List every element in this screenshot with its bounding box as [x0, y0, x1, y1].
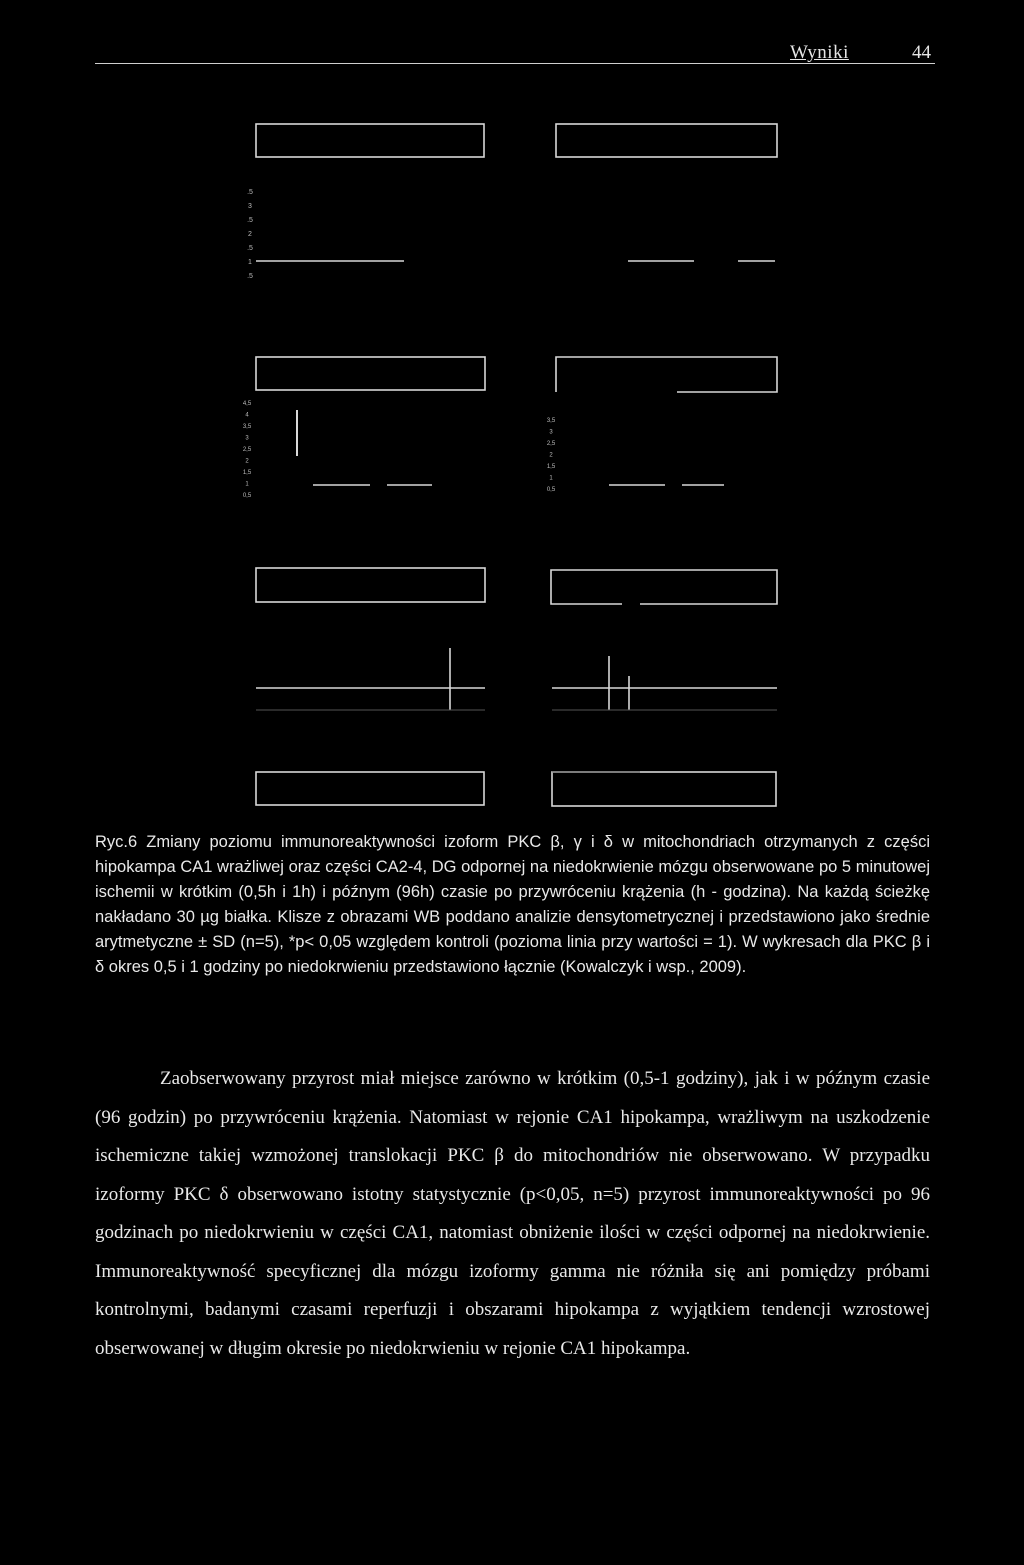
panel-b-right-tick-label: 3,5 — [546, 418, 556, 424]
panel-b-left-tick-label: 2,5 — [242, 447, 252, 453]
page-number: 44 — [912, 42, 931, 63]
blot-box-c-left — [256, 568, 485, 602]
tick-labels-panel-b-right — [547, 418, 556, 493]
panel-b-left-tick-label: 1 — [245, 481, 249, 488]
tick-labels-panel-a — [247, 189, 253, 280]
panel-a-tick-label: .5 — [247, 217, 253, 224]
panel-b-left-tick-label: 3,5 — [242, 424, 252, 430]
blot-box-c-right — [551, 570, 777, 604]
panel-b-left-tick-label: 0,5 — [242, 493, 252, 499]
tick-labels-panel-b-left — [243, 401, 252, 499]
panel-b-left-tick-label: 4 — [245, 412, 249, 419]
panel-b-left-tick-label: 4,5 — [242, 401, 252, 407]
panel-b-left-tick-label: 3 — [245, 435, 249, 442]
panel-a-tick-label: .5 — [247, 189, 253, 196]
blot-box-b-left — [256, 357, 485, 390]
blot-box-b-right — [556, 357, 777, 392]
blot-box-a-left — [256, 124, 484, 157]
body-text — [95, 1060, 930, 1368]
figure-caption: Ryc.6 Zmiany poziomu immunoreaktywności izoform PKC β, γ i δ w mitochondriach otrzymanych z części hipokampa CA1 wrażliwej oraz części CA2-4, DG odpornej na niedokrwienie mózgu obserwowane po 5 minutowej ischemii w krótkim (0,5h i 1h) i późnym (96h) czasie po przywróceniu krążenia (h - godzina). Na każdą ścieżkę nakładano 30 µg białka. Klisze z obrazami WB poddano analizie densytometrycznej i przedstawiono jako średnie arytmetyczne ± SD (n=5), *p< 0,05 względem kontroli (pozioma linia przy wartości = 1). W wykresach dla PKC β i δ okres 0,5 i 1 godziny po niedokrwieniu przedstawiono łącznie (Kowalczyk i wsp., 2009). — [95, 833, 930, 976]
panel-a-tick-label: .5 — [247, 245, 253, 252]
panel-a-tick-label: 2 — [248, 231, 252, 238]
body-paragraph: Zaobserwowany przyrost miał miejsce zarówno w krótkim (0,5-1 godziny), jak i w późnym czasie (96 godzin) po przywróceniu krążenia. Natomiast w rejonie CA1 hipokampa, wrażliwym na uszkodzenie ischemiczne takiej wzmożonej translokacji PKC β do mitochondriów nie obserwowano. W przypadku izoformy PKC δ obserwowano istotny statystycznie (p<0,05, n=5) przyrost immunoreaktywności po 96 godzinach po niedokrwieniu w części CA1, natomiast obniżenie ilości w części odpornej na niedokrwienie. Immunoreaktywność specyficznej dla mózgu izoformy gamma nie różniła się ani pomiędzy próbami kontrolnymi, badanymi czasami reperfuzji i obszarami hipokampa z wyjątkiem tendencji wzrostowej obserwowanej w długim okresie po niedokrwieniu w rejonie CA1 hipokampa. — [95, 1068, 930, 1359]
panel-b-right-tick-label: 3 — [549, 429, 553, 436]
panel-b-right-tick-label: 1,5 — [546, 464, 556, 470]
panel-b-right-tick-label: 1 — [549, 475, 553, 482]
panel-b-right-tick-label: 0,5 — [546, 487, 556, 493]
blot-box-d-left — [256, 772, 484, 805]
panel-b-right-tick-label: 2 — [549, 452, 553, 459]
section-title: Wyniki — [790, 42, 849, 63]
blot-box-a-right — [556, 124, 777, 157]
panel-b-left-tick-label: 1,5 — [242, 470, 252, 476]
blot-box-d-right — [552, 772, 776, 806]
panel-a-tick-label: .5 — [247, 273, 253, 280]
panel-a-tick-label: 1 — [248, 259, 252, 266]
panel-b-right-tick-label: 2,5 — [546, 441, 556, 447]
panel-a-tick-label: 3 — [248, 203, 252, 210]
panel-b-left-tick-label: 2 — [245, 458, 249, 465]
